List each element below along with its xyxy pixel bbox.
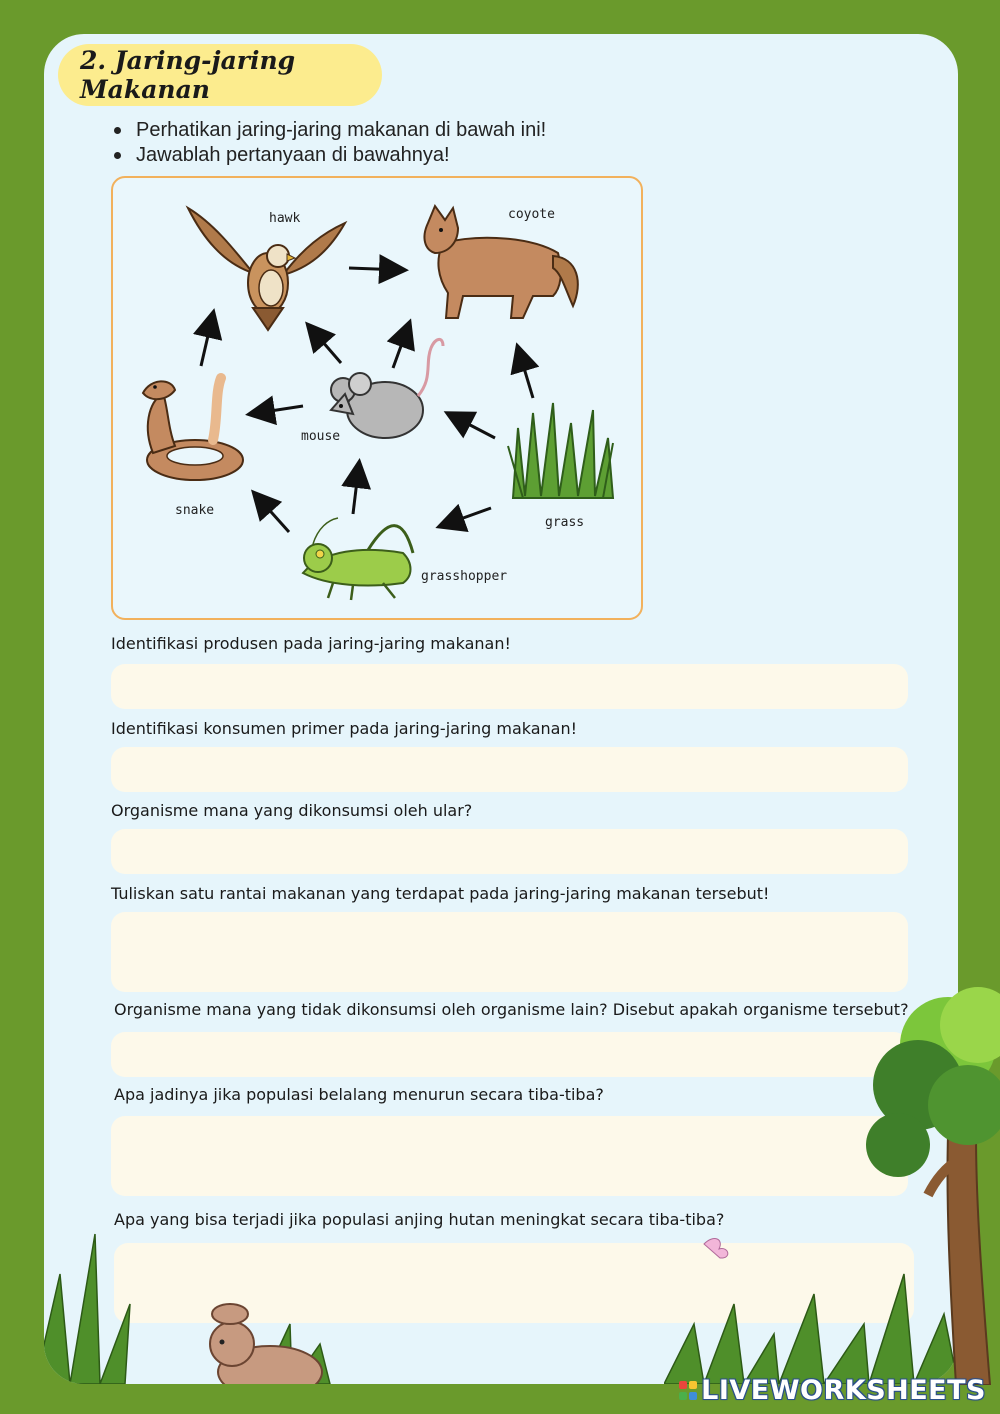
grasshopper-illustration	[303, 518, 507, 600]
arrow-grass-to-coyote	[518, 348, 533, 398]
mouse-illustration	[301, 339, 443, 444]
question-label: Identifikasi konsumen primer pada jaring-jaring makanan!	[111, 719, 578, 738]
mouse-label: mouse	[301, 429, 341, 444]
question-label: Organisme mana yang tidak dikonsumsi oleh organisme lain? Disebut apakah organisme tersebut?	[114, 1000, 909, 1019]
tree-decoration	[858, 985, 1000, 1385]
question-label: Apa yang bisa terjadi jika populasi anjing hutan meningkat secara tiba-tiba?	[114, 1210, 725, 1229]
grass-label: grass	[545, 515, 585, 530]
arrow-grass-to-grasshopper	[441, 508, 491, 526]
rabbit-grass-decoration	[44, 1214, 360, 1384]
grass-illustration	[508, 403, 613, 530]
question-label: Organisme mana yang dikonsumsi oleh ular?	[111, 801, 473, 820]
coyote-label: coyote	[508, 207, 555, 222]
instruction-list	[112, 118, 546, 168]
logo-text: LIVEWORKSHEETS	[701, 1375, 986, 1406]
section-title: 2. Jaring-jaring Makanan	[58, 44, 382, 106]
answer-field-food-chain[interactable]	[111, 912, 908, 992]
coyote-illustration	[424, 206, 577, 318]
question-label: Identifikasi produsen pada jaring-jaring makanan!	[111, 634, 511, 653]
answer-field-snake-prey[interactable]	[111, 829, 908, 874]
answer-field-top-predator[interactable]	[111, 1032, 908, 1077]
hawk-illustration	[188, 208, 345, 330]
instruction-item: Jawablah pertanyaan di bawahnya!	[112, 143, 546, 168]
hawk-label: hawk	[269, 211, 301, 226]
arrow-grasshopper-to-mouse	[353, 464, 359, 514]
arrow-mouse-to-snake	[251, 406, 303, 414]
arrow-grasshopper-to-snake	[255, 494, 289, 532]
worksheet-sheet	[44, 34, 958, 1384]
answer-field-grasshopper-decline[interactable]	[111, 1116, 908, 1196]
snake-label: snake	[175, 503, 215, 518]
instruction-item: Perhatikan jaring-jaring makanan di bawah ini!	[112, 118, 546, 143]
question-label: Tuliskan satu rantai makanan yang terdapat pada jaring-jaring makanan tersebut!	[111, 884, 770, 903]
answer-field-producer[interactable]	[111, 664, 908, 709]
arrow-mouse-to-coyote	[393, 324, 409, 368]
question-label: Apa jadinya jika populasi belalang menurun secara tiba-tiba?	[114, 1085, 604, 1104]
food-web-diagram	[111, 176, 643, 620]
liveworksheets-logo	[679, 1375, 986, 1406]
arrow-hawk-to-coyote	[349, 268, 403, 270]
answer-field-primary-consumer[interactable]	[111, 747, 908, 792]
arrow-snake-to-hawk	[201, 314, 213, 366]
liveworksheets-icon	[679, 1379, 699, 1403]
arrow-grass-to-mouse	[449, 414, 495, 438]
arrow-mouse-to-hawk	[309, 326, 341, 363]
snake-illustration	[143, 378, 243, 518]
grasshopper-label: grasshopper	[421, 569, 508, 584]
